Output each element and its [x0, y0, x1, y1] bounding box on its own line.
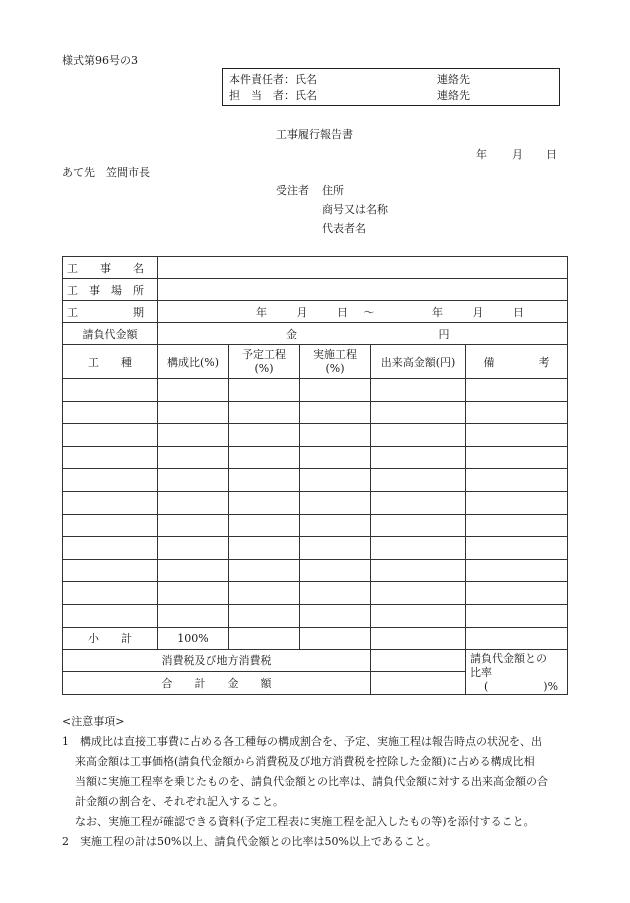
period-end-day: 日	[513, 305, 524, 319]
date-year-label: 年	[476, 148, 487, 161]
composition-ratio-cell[interactable]	[158, 582, 229, 605]
work-site-label: 工 事 場 所	[63, 279, 158, 301]
planned-progress-cell[interactable]	[229, 491, 300, 514]
note-1-line-5: なお、実施工程が確認できる資料(予定工程表に実施工程を記入したもの等)を添付すること。	[75, 815, 535, 828]
completed-amount-cell[interactable]	[371, 582, 466, 605]
amount-unit: 円	[438, 327, 450, 341]
completed-amount-cell[interactable]	[371, 559, 466, 582]
contractor-company-label: 商号又は名称	[322, 203, 388, 216]
remarks-cell[interactable]	[466, 604, 568, 627]
composition-ratio-cell[interactable]	[158, 424, 229, 447]
work-name-row	[63, 257, 568, 279]
remarks-cell[interactable]	[466, 424, 568, 447]
remarks-cell[interactable]	[466, 491, 568, 514]
subtotal-row	[63, 627, 568, 649]
note-1-line-3: 当額に実施工程率を乗じたものを、請負代金額との比率は、請負代金額に対する出来高金額の合	[75, 775, 548, 788]
work-type-cell[interactable]	[63, 491, 158, 514]
notes-heading: <注意事項>	[62, 715, 125, 728]
remarks-cell[interactable]	[466, 559, 568, 582]
subtotal-ratio: 100%	[158, 627, 229, 649]
contractor-address-label: 住所	[322, 184, 344, 197]
planned-progress-cell[interactable]	[229, 424, 300, 447]
amount-prefix: 金	[286, 327, 297, 341]
person-in-charge-label: 担 当 者：氏名	[229, 89, 317, 102]
composition-ratio-cell[interactable]	[158, 559, 229, 582]
tax-label: 消費税及び地方消費税	[63, 649, 371, 672]
work-item-row	[63, 446, 568, 469]
person-in-charge-contact-label: 連絡先	[437, 89, 470, 102]
note-1-line-4: 計金額の割合を、それぞれ記入すること。	[75, 795, 284, 808]
work-site-row	[63, 279, 568, 301]
remarks-cell[interactable]	[466, 379, 568, 402]
header-remarks: 備 考	[466, 345, 568, 379]
tax-row	[63, 649, 568, 672]
planned-progress-cell[interactable]	[229, 582, 300, 605]
note-1-line-1: 1 構成比は直接工事費に占める各工種毎の構成割合を、予定、実施工程は報告時点の状況を、出	[62, 735, 542, 748]
work-type-cell[interactable]	[63, 401, 158, 424]
actual-progress-cell[interactable]	[300, 559, 371, 582]
actual-progress-cell[interactable]	[300, 604, 371, 627]
header-composition-ratio: 構成比(%)	[158, 345, 229, 379]
remarks-cell[interactable]	[466, 582, 568, 605]
remarks-cell[interactable]	[466, 401, 568, 424]
work-item-row	[63, 424, 568, 447]
tax-amount[interactable]	[371, 649, 466, 672]
work-item-row	[63, 469, 568, 492]
period-start-year: 年	[256, 305, 267, 319]
date-month-label: 月	[512, 148, 523, 161]
work-type-cell[interactable]	[63, 379, 158, 402]
composition-ratio-cell[interactable]	[158, 491, 229, 514]
subtotal-remarks[interactable]	[466, 627, 568, 649]
work-item-row	[63, 604, 568, 627]
remarks-cell[interactable]	[466, 514, 568, 537]
total-label: 合 計 金 額	[63, 672, 371, 695]
planned-progress-cell[interactable]	[229, 604, 300, 627]
ratio-value: ( )%	[484, 679, 559, 693]
composition-ratio-cell[interactable]	[158, 401, 229, 424]
completed-amount-cell[interactable]	[371, 469, 466, 492]
contractor-label: 受注者	[276, 184, 309, 197]
notes-section	[62, 712, 572, 852]
composition-ratio-cell[interactable]	[158, 446, 229, 469]
completed-amount-cell[interactable]	[371, 491, 466, 514]
period-start-month: 月	[296, 305, 308, 319]
actual-progress-cell[interactable]	[300, 446, 371, 469]
subtotal-actual[interactable]	[300, 627, 371, 649]
work-item-row	[63, 559, 568, 582]
ratio-label-line1: 請負代金額との	[470, 651, 547, 665]
planned-progress-cell[interactable]	[229, 469, 300, 492]
document-title: 工事履行報告書	[276, 128, 353, 141]
actual-progress-cell[interactable]	[300, 537, 371, 560]
planned-progress-cell[interactable]	[229, 537, 300, 560]
date-day-label: 日	[546, 148, 557, 161]
work-type-cell[interactable]	[63, 469, 158, 492]
composition-ratio-cell[interactable]	[158, 379, 229, 402]
completed-amount-cell[interactable]	[371, 604, 466, 627]
subtotal-planned[interactable]	[229, 627, 300, 649]
actual-progress-cell[interactable]	[300, 424, 371, 447]
work-item-row	[63, 401, 568, 424]
completed-amount-cell[interactable]	[371, 401, 466, 424]
planned-progress-cell[interactable]	[229, 514, 300, 537]
header-planned-progress	[229, 345, 300, 379]
header-actual-progress-line1: 実施工程	[313, 347, 357, 361]
addressee: あて先 笠間市長	[62, 166, 150, 179]
work-site-value[interactable]	[158, 279, 568, 301]
note-1-line-2: 来高金額は工事価格(請負代金額から消費税及び地方消費税を控除した金額)に占める構成比相	[75, 755, 535, 768]
form-number: 様式第96号の3	[62, 54, 138, 67]
ratio-cell[interactable]	[466, 649, 568, 694]
header-actual-progress	[300, 345, 371, 379]
work-name-label: 工 事 名	[63, 257, 158, 279]
work-type-cell[interactable]	[63, 604, 158, 627]
contact-box	[222, 68, 560, 106]
contract-amount-value[interactable]	[158, 323, 568, 345]
completed-amount-cell[interactable]	[371, 424, 466, 447]
composition-ratio-cell[interactable]	[158, 469, 229, 492]
work-type-cell[interactable]	[63, 537, 158, 560]
contract-amount-label: 請負代金額	[63, 323, 158, 345]
planned-progress-cell[interactable]	[229, 401, 300, 424]
work-type-cell[interactable]	[63, 514, 158, 537]
composition-ratio-cell[interactable]	[158, 537, 229, 560]
header-work-type: 工 種	[63, 345, 158, 379]
period-start-day: 日	[337, 305, 348, 319]
responsible-contact-label: 連絡先	[437, 73, 470, 86]
header-planned-progress-line1: 予定工程	[242, 347, 286, 361]
work-period-row	[63, 301, 568, 323]
period-tilde: ～	[363, 305, 375, 319]
work-period-value[interactable]	[158, 301, 568, 323]
completed-amount-cell[interactable]	[371, 537, 466, 560]
remarks-cell[interactable]	[466, 446, 568, 469]
completed-amount-cell[interactable]	[371, 379, 466, 402]
header-actual-progress-line2: (%)	[325, 361, 345, 375]
contract-amount-row	[63, 323, 568, 345]
actual-progress-cell[interactable]	[300, 469, 371, 492]
subtotal-amount[interactable]	[371, 627, 466, 649]
period-end-month: 月	[472, 305, 484, 319]
note-2: 2 実施工程の計は50%以上、請負代金額との比率は50%以上であること。	[62, 835, 437, 848]
total-amount[interactable]	[371, 672, 466, 695]
header-planned-progress-line2: (%)	[254, 361, 274, 375]
work-period-label: 工 期	[63, 301, 158, 323]
actual-progress-cell[interactable]	[300, 379, 371, 402]
work-report-table	[62, 256, 568, 695]
composition-ratio-cell[interactable]	[158, 604, 229, 627]
completed-amount-cell[interactable]	[371, 514, 466, 537]
column-header-row	[63, 345, 568, 379]
planned-progress-cell[interactable]	[229, 379, 300, 402]
work-type-cell[interactable]	[63, 582, 158, 605]
actual-progress-cell[interactable]	[300, 514, 371, 537]
subtotal-label: 小 計	[63, 627, 158, 649]
work-item-row	[63, 582, 568, 605]
actual-progress-cell[interactable]	[300, 401, 371, 424]
actual-progress-cell[interactable]	[300, 582, 371, 605]
actual-progress-cell[interactable]	[300, 491, 371, 514]
work-type-cell[interactable]	[63, 559, 158, 582]
planned-progress-cell[interactable]	[229, 559, 300, 582]
work-type-cell[interactable]	[63, 446, 158, 469]
work-item-row	[63, 379, 568, 402]
completed-amount-cell[interactable]	[371, 446, 466, 469]
contractor-representative-label: 代表者名	[322, 222, 366, 235]
ratio-label-line2: 比率	[470, 665, 492, 679]
header-completed-amount: 出来高金額(円)	[371, 345, 466, 379]
remarks-cell[interactable]	[466, 469, 568, 492]
work-item-row	[63, 491, 568, 514]
period-end-year: 年	[432, 305, 443, 319]
work-type-cell[interactable]	[63, 424, 158, 447]
work-item-row	[63, 537, 568, 560]
responsible-person-label: 本件責任者：氏名	[229, 73, 317, 86]
planned-progress-cell[interactable]	[229, 446, 300, 469]
remarks-cell[interactable]	[466, 537, 568, 560]
composition-ratio-cell[interactable]	[158, 514, 229, 537]
work-name-value[interactable]	[158, 257, 568, 279]
work-item-row	[63, 514, 568, 537]
